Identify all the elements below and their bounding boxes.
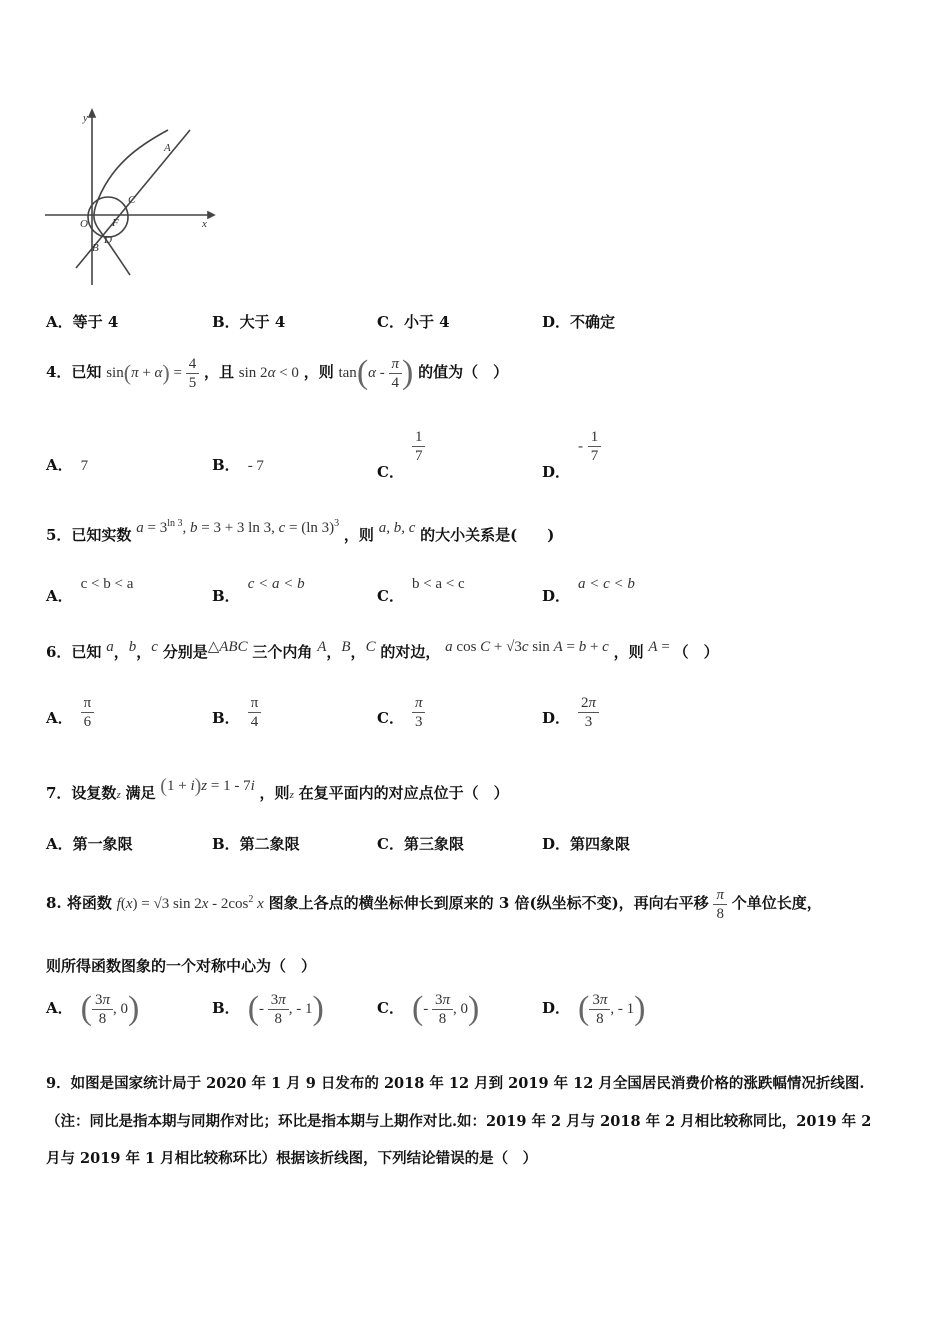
x-axis-arrow [208,212,214,218]
label-y: y [83,112,88,124]
label-C: C [128,194,136,206]
q7-option-d[interactable]: D．第四象限 [542,835,631,853]
q6-option-d[interactable]: D． $\frac{2\pi}{3}$ [542,694,599,731]
q4-stem: 4．已知 sin(π + α) = $\frac{4}{5}$ ，且 sin 2α < 0 ，则 tan(α - $\frac{\pi}{4}$ ) 的值为（ ） [46,354,509,391]
label-A: A [164,142,171,154]
q4-text-1: ，且 [204,363,235,381]
q8-text-1: 图象上各点的横坐标伸长到原来的 3 倍(纵坐标不变)，再向右平移 [268,894,709,912]
label-D: D [104,234,112,246]
q3-option-a[interactable]: A．等于 4 [46,313,119,331]
parabola-circle-figure [40,105,220,290]
q5-option-a[interactable]: A．c < b < a [46,576,134,605]
label-F: F [112,217,119,229]
q4-text-2: ，则 [303,363,334,381]
q8-option-a[interactable]: A． ( $\frac{3\pi}{8}$ , 0) [46,990,140,1027]
label-x: x [202,218,207,230]
q5-option-d[interactable]: D．a < c < b [542,576,635,605]
q5-text-2: 的大小关系是( ) [420,526,555,544]
q7-option-b[interactable]: B．第二象限 [212,835,300,853]
q4-option-d[interactable]: D．- $\frac{1}{7}$ [542,428,601,465]
q8-number: 8. 将函数 [46,894,112,912]
q4-option-c[interactable]: C． $\frac{1}{7}$ [377,428,425,465]
q6-text-3: 的对边， [380,643,441,661]
q9-line-3: 月与 2019 年 1 月相比较称环比）根据该折线图，下列结论错误的是（ ） [46,1150,538,1167]
q8-text-2: 个单位长度， [731,894,822,912]
q7-text-2: ，则 [259,784,290,802]
q9-line-2: （注：同比是指本期与同期作对比；环比是指本期与上期作对比.如：2019 年 2 月与 2018 年 2 月相比较称同比，2019 年 2 [46,1113,872,1130]
q8-stem-line-1: 8. 将函数 f(x) = √3 $\sin 2x - 2\cos^2$ x 图象上各点的横坐标伸长到原来的 3 倍(纵坐标不变)，再向右平移 $\frac{\pi}{8}$ 个单位长度， [46,886,822,922]
q6-stem: 6．已知 a，b，c 分别是△ABC 三个内角 A，B，C 的对边， a cos C + √3c sin A = b + c ，则 A = （ ） [46,639,719,661]
q6-option-a[interactable]: A． $\frac{\pi}{6}$ [46,694,94,731]
q7-stem: 7．设复数z 满足 (1 + i)z = 1 - 7i ，则z 在复平面内的对应点位于（ ） [46,775,509,802]
q7-number: 7．设复数 [46,784,117,802]
q4-option-b[interactable]: B． - 7 [212,456,264,474]
q3-option-c[interactable]: C．小于 4 [377,313,450,331]
q6-number: 6．已知 [46,643,102,661]
q5-text-1: ，则 [343,526,374,544]
q4-text-3: 的值为（ ） [418,363,509,381]
q6-text-2: 三个内角 [252,643,313,661]
q8-option-c[interactable]: C． (- $\frac{3\pi}{8}$ , 0) [377,990,480,1027]
q5-stem: 5．已知实数 $a = 3^{ln 3}$, b = 3 + 3 ln 3, c = (ln 3)$^3$ ，则 a, b, c 的大小关系是( ) [46,518,555,544]
q9-line-1: 9．如图是国家统计局于 2020 年 1 月 9 日发布的 2018 年 12 月到 2019 年 12 月全国居民消费价格的涨跌幅情况折线图. [46,1075,865,1092]
q3-option-b[interactable]: B．大于 4 [212,313,286,331]
q8-option-b[interactable]: B． (- $\frac{3\pi}{8}$ , - 1) [212,990,324,1027]
q8-stem-line-2: 则所得函数图象的一个对称中心为（ ） [46,957,317,975]
q6-option-b[interactable]: B． $\frac{\pi}{4}$ [212,694,261,731]
q7-option-c[interactable]: C．第三象限 [377,835,464,853]
q6-text-5: （ ） [673,643,719,661]
q5-number: 5．已知实数 [46,526,132,544]
q6-text-4: ，则 [613,643,644,661]
q7-option-a[interactable]: A．第一象限 [46,835,133,853]
q5-option-b[interactable]: B．c < a < b [212,576,305,605]
q4-option-a[interactable]: A． 7 [46,456,89,474]
q6-option-c[interactable]: C． $\frac{\pi}{3}$ [377,694,425,731]
q3-option-d[interactable]: D．不确定 [542,313,616,331]
label-B: B [92,242,99,254]
q5-option-c[interactable]: C．b < a < c [377,576,465,605]
label-O: O [80,218,88,230]
q4-number: 4．已知 [46,363,102,381]
q7-text-3: 在复平面内的对应点位于（ ） [298,784,509,802]
q6-text-1: 分别是 [162,643,208,661]
y-axis-arrow [89,110,95,117]
q8-option-d[interactable]: D． ( $\frac{3\pi}{8}$ , - 1) [542,990,646,1027]
q7-text-1: 满足 [125,784,156,802]
